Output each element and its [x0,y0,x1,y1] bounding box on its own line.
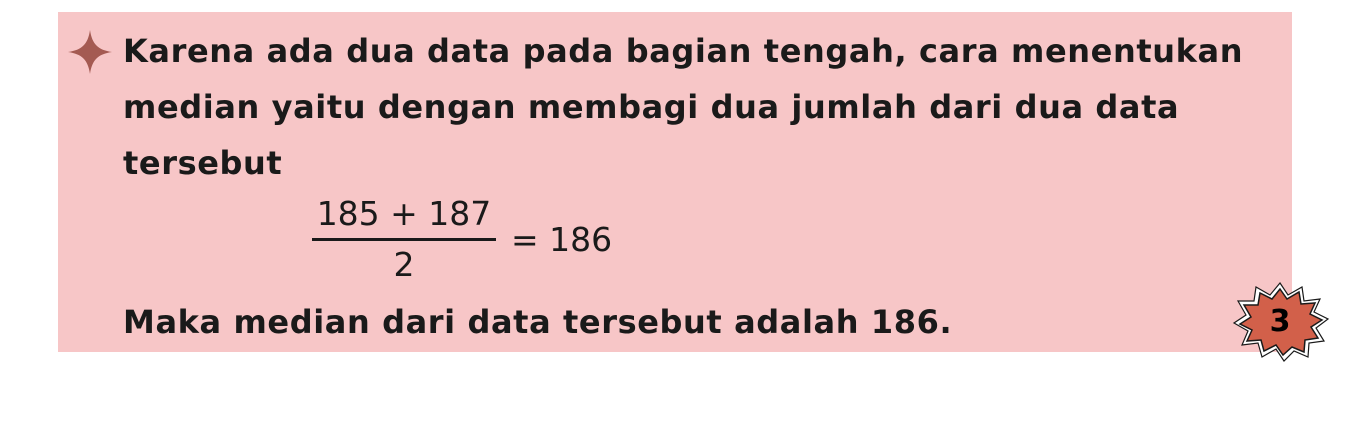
fraction [312,194,496,287]
conclusion-text: Maka median dari data tersebut adalah 186. [123,303,953,341]
fraction-denominator: 2 [393,245,415,284]
fraction-bar [312,238,496,241]
page-number: 3 [1269,303,1291,339]
page-number-badge [1230,279,1330,363]
formula-result: = 186 [511,220,613,259]
explanation-text: Karena ada dua data pada bagian tengah, cara menentukan median yaitu dengan membagi dua jumlah dari dua data tersebut [123,32,1244,182]
four-point-star-icon [66,28,114,76]
fraction-numerator: 185 + 187 [316,194,492,233]
